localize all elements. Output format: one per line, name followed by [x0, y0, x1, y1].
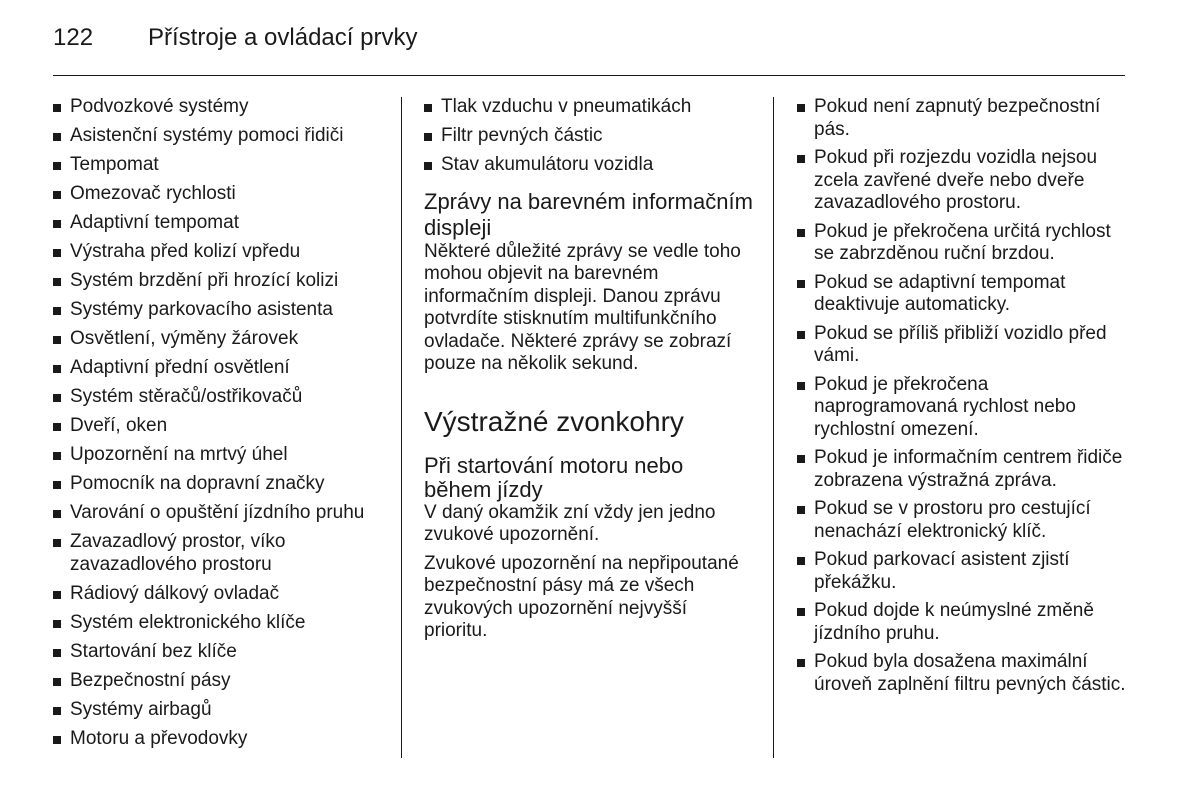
- list-item: Stav akumulátoru vozidla: [424, 154, 754, 177]
- list-item: Zavazadlový prostor, víko zavazadlového prostoru: [53, 531, 383, 576]
- header-divider: [53, 75, 1125, 76]
- bullet-square-icon: [797, 455, 805, 463]
- list-item: Systémy airbagů: [53, 699, 383, 722]
- bullet-square-icon: [797, 608, 805, 616]
- list-item: Pokud parkovací asistent zjistí překážku.: [797, 549, 1132, 594]
- bullet-square-icon: [797, 280, 805, 288]
- warning-conditions-list: [797, 96, 1132, 696]
- bullet-square-icon: [53, 307, 61, 315]
- page-title: Přístroje a ovládací prvky: [148, 24, 418, 51]
- list-item: Pokud se v prostoru pro cestující nenachází elektronický klíč.: [797, 498, 1132, 543]
- bullet-square-icon: [53, 191, 61, 199]
- list-item: Adaptivní tempomat: [53, 212, 383, 235]
- column-divider-2: [773, 97, 774, 758]
- list-item: Výstraha před kolizí vpředu: [53, 241, 383, 264]
- list-item: Dveří, oken: [53, 415, 383, 438]
- bullet-square-icon: [424, 162, 432, 170]
- bullet-square-icon: [424, 133, 432, 141]
- list-item: Pokud není zapnutý bezpečnostní pás.: [797, 96, 1132, 141]
- list-item: Motoru a převodovky: [53, 728, 383, 751]
- subsection-heading-starting-driving: Při startování motoru nebo během jízdy: [424, 452, 684, 502]
- paragraph-single-chime: V daný okamžik zní vždy jen jedno zvukové upozornění.: [424, 501, 716, 545]
- bullet-square-icon: [53, 591, 61, 599]
- list-item: Rádiový dálkový ovladač: [53, 583, 383, 606]
- list-item: Pomocník na dopravní značky: [53, 473, 383, 496]
- list-item: Systémy parkovacího asistenta: [53, 299, 383, 322]
- bullet-square-icon: [53, 481, 61, 489]
- bullet-square-icon: [797, 155, 805, 163]
- bullet-square-icon: [797, 506, 805, 514]
- list-item: Filtr pevných částic: [424, 125, 754, 148]
- list-item: Adaptivní přední osvětlení: [53, 357, 383, 380]
- list-item: Startování bez klíče: [53, 641, 383, 664]
- list-item: Podvozkové systémy: [53, 96, 383, 119]
- bullet-square-icon: [53, 278, 61, 286]
- bullet-square-icon: [53, 539, 61, 547]
- list-item: Pokud byla dosažena maximální úroveň zaplnění filtru pevných částic.: [797, 651, 1132, 696]
- paragraph-seatbelt-priority: Zvukové upozornění na nepřipoutané bezpečnostní pásy má ze všech zvukových upozornění nejvyšší prioritu.: [424, 552, 739, 641]
- list-item: Systém stěračů/ostřikovačů: [53, 386, 383, 409]
- bullet-square-icon: [53, 394, 61, 402]
- section-heading-warning-chimes: Výstražné zvonkohry: [424, 405, 684, 437]
- list-item: Pokud je překročena určitá rychlost se zabrzděnou ruční brzdou.: [797, 221, 1132, 266]
- bullet-square-icon: [53, 365, 61, 373]
- list-item: Systém elektronického klíče: [53, 612, 383, 635]
- column-1: [53, 96, 383, 757]
- column-divider-1: [401, 97, 402, 758]
- bullet-square-icon: [53, 678, 61, 686]
- bullet-square-icon: [53, 162, 61, 170]
- list-item: Pokud se příliš přibliží vozidlo před vámi.: [797, 323, 1132, 368]
- page-number: 122: [53, 24, 94, 51]
- bullet-square-icon: [53, 452, 61, 460]
- list-item: Pokud se adaptivní tempomat deaktivuje automaticky.: [797, 272, 1132, 317]
- list-item: Pokud je informačním centrem řidiče zobrazena výstražná zpráva.: [797, 447, 1132, 492]
- list-item: Asistenční systémy pomoci řidiči: [53, 125, 383, 148]
- list-item: Pokud je překročena naprogramovaná rychlost nebo rychlostní omezení.: [797, 374, 1132, 442]
- bullet-square-icon: [53, 707, 61, 715]
- bullet-square-icon: [797, 104, 805, 112]
- column-3: [797, 96, 1132, 702]
- bullet-square-icon: [53, 423, 61, 431]
- bullet-square-icon: [797, 382, 805, 390]
- list-item: Bezpečnostní pásy: [53, 670, 383, 693]
- bullet-square-icon: [797, 557, 805, 565]
- topic-list: [53, 96, 383, 750]
- list-item: Pokud při rozjezdu vozidla nejsou zcela zavřené dveře nebo dveře zavazadlového prostoru.: [797, 147, 1132, 215]
- list-item: Varování o opuštění jízdního pruhu: [53, 502, 383, 525]
- bullet-square-icon: [53, 249, 61, 257]
- bullet-square-icon: [53, 620, 61, 628]
- bullet-square-icon: [53, 133, 61, 141]
- bullet-square-icon: [53, 649, 61, 657]
- bullet-square-icon: [424, 104, 432, 112]
- topic-list-continued: [424, 96, 754, 177]
- bullet-square-icon: [53, 736, 61, 744]
- bullet-square-icon: [53, 104, 61, 112]
- column-2: [424, 96, 754, 649]
- list-item: Pokud dojde k neúmyslné změně jízdního pruhu.: [797, 600, 1132, 645]
- list-item: Tempomat: [53, 154, 383, 177]
- section-heading-color-display: Zprávy na barevném informačním displeji: [424, 188, 753, 240]
- list-item: Systém brzdění při hrozící kolizi: [53, 270, 383, 293]
- bullet-square-icon: [797, 331, 805, 339]
- bullet-square-icon: [53, 220, 61, 228]
- bullet-square-icon: [53, 510, 61, 518]
- list-item: Omezovač rychlosti: [53, 183, 383, 206]
- list-item: Osvětlení, výměny žárovek: [53, 328, 383, 351]
- list-item: Upozornění na mrtvý úhel: [53, 444, 383, 467]
- bullet-square-icon: [53, 336, 61, 344]
- bullet-square-icon: [797, 229, 805, 237]
- list-item: Tlak vzduchu v pneumatikách: [424, 96, 754, 119]
- bullet-square-icon: [797, 659, 805, 667]
- paragraph-color-display: Některé důležité zprávy se vedle toho mohou objevit na barevném informačním displeji. Danou zprávu potvrdíte stisknutím multifunkčního ovladače. Některé zprávy se zobrazí pouze na několik sekund.: [424, 240, 741, 374]
